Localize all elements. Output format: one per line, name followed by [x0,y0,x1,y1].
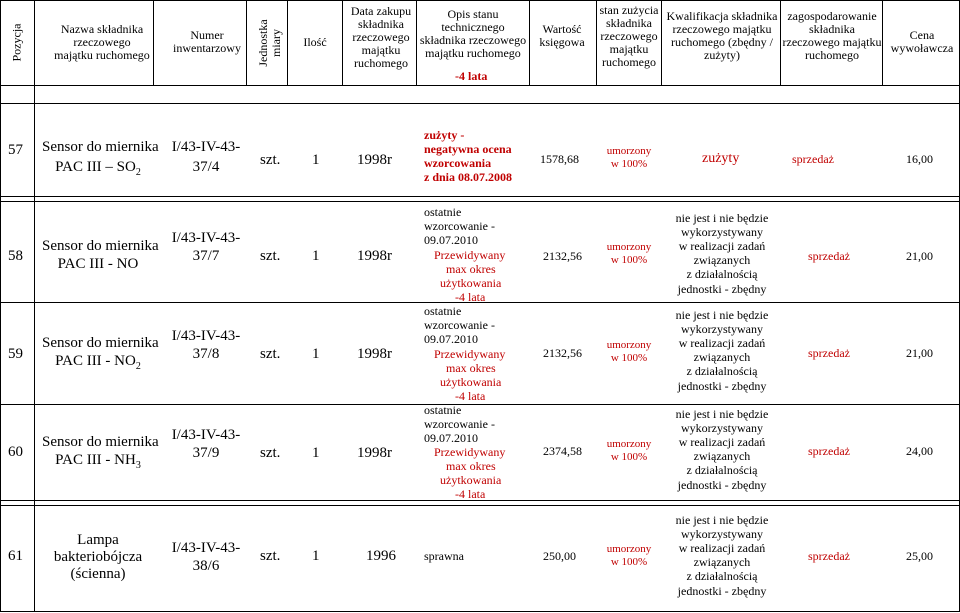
header-opis-note: -4 lata [455,69,488,83]
row-name-line2: bakteriobójcza [53,549,143,565]
row-qual-line: w realizacji zadań [678,239,766,253]
row-qual-line: związanych [693,253,751,267]
row-unit: szt. [260,346,281,362]
row-qty: 1 [312,548,320,564]
row-desc-line: 09.07.2010 [424,431,478,445]
row-year: 1998r [357,152,392,168]
header-jednostka: Jednostka miary [256,19,283,67]
col-border [0,0,1,612]
row-name-line1: Sensor do miernika [42,335,159,351]
header-stan-zuzycia: stan zużycia składnika rzeczowego majątku ruchomego [599,2,659,69]
header-ilosc: Ilość [303,34,327,49]
row-qual-line: w realizacji zadań [678,435,766,449]
col-border [882,0,883,86]
row-desc-line: wzorcowanie - [424,219,495,233]
row-desc-line: wzorcowanie - [424,318,495,332]
row-qual-line: wykorzystywany [681,322,763,336]
col-border [596,0,597,86]
row-value: 250,00 [543,549,576,563]
row-inventory-line2: 37/4 [192,159,220,175]
row-inventory-line2: 37/7 [192,248,220,264]
row-qualification: zużyty [702,151,740,166]
row-inventory-line2: 37/8 [192,346,220,362]
row-name-line2: PAC III - $NH_3$ [55,452,141,471]
row-price: 25,00 [906,549,933,563]
row-price: 21,00 [906,346,933,360]
row-desc-line: 09.07.2010 [424,233,478,247]
row-inventory-line1: I/43-IV-43- [171,427,241,443]
row-qual-line: jednostki - zbędny [677,584,767,598]
row-unit: szt. [260,445,281,461]
row-qual-line: z działalnością [686,364,758,378]
row-value: 1578,68 [540,152,579,166]
row-qual-line: nie jest i nie będzie [675,513,769,527]
row-qual-line: wykorzystywany [681,421,763,435]
row-desc-line: -4 lata [455,487,486,501]
row-wear-line1: umorzony [606,543,652,555]
row-price: 21,00 [906,249,933,263]
row-desc-line: negatywna ocena [424,142,512,156]
col-border [34,0,35,86]
row-desc: sprawna [424,549,464,563]
row-separator [0,196,960,197]
row-disposal: sprzedaż [808,549,850,563]
col-border [342,0,343,86]
row-inventory-line1: I/43-IV-43- [171,139,241,155]
row-qual-line: z działalnością [686,267,758,281]
row-year: 1998r [357,346,392,362]
row-qual-line: jednostki - zbędny [677,478,767,492]
row-qty: 1 [312,445,320,461]
col-border [34,85,35,103]
row-pos: 61 [8,548,23,564]
col-border [529,0,530,86]
row-wear-line2: w 100% [610,158,648,170]
row-price: 24,00 [906,444,933,458]
row-desc-line: wzorcowania [424,156,492,170]
row-wear-line2: w 100% [610,451,648,463]
row-year: 1998r [357,445,392,461]
row-qual-line: jednostki - zbędny [677,379,767,393]
header-cena: Cena wywoławcza [890,28,954,55]
header-data-zakupu: Data zakupu składnika rzeczowego majątku ruchomego [350,3,412,70]
row-qual-line: nie jest i nie będzie [675,407,769,421]
row-qty: 1 [312,346,320,362]
row-name-line2: PAC III - $NO_2$ [55,353,141,372]
row-inventory-line1: I/43-IV-43- [171,540,241,556]
row-name-line1: Sensor do miernika [42,139,159,155]
row-unit: szt. [260,548,281,564]
row-unit: szt. [260,152,281,168]
row-inventory-line2: 37/9 [192,445,220,461]
row-name-line2: PAC III - NO [57,256,139,272]
row-year: 1998r [357,248,392,264]
row-qual-line: jednostki - zbędny [677,282,767,296]
row-desc-line: ostatnie [424,403,462,417]
row-disposal: sprzedaż [808,444,850,458]
row-pos: 57 [8,142,23,158]
col-border [416,0,417,86]
col-border [34,103,35,612]
col-border [153,0,154,86]
row-qual-line: w realizacji zadań [678,541,766,555]
header-wartosc: Wartość księgowa [539,22,585,49]
row-desc-line: Przewidywany [434,248,506,262]
row-desc-line: -4 lata [455,290,486,304]
row-unit: szt. [260,248,281,264]
row-disposal: sprzedaż [808,249,850,263]
row-desc-line: użytkowania [440,473,502,487]
row-desc-line: max okres [446,361,496,375]
header-opis: Opis stanu technicznego składnika rzeczowego majątku ruchomego [419,7,527,60]
row-inventory-line2: 38/6 [192,558,220,574]
row-value: 2132,56 [543,249,582,263]
row-pos: 60 [8,444,23,460]
row-qual-line: związanych [693,555,751,569]
header-kwalifikacja: Kwalifikacja składnika rzeczowego majątku ruchomego (zbędny / zużyty) [666,9,778,62]
row-desc-line: zużyty - [424,128,465,142]
header-pozycja: Pozycja [9,23,24,62]
row-disposal: sprzedaż [792,152,834,166]
row-separator [0,505,960,506]
row-qual-line: związanych [693,350,751,364]
table-border-top [0,0,960,1]
row-qual-line: nie jest i nie będzie [675,211,769,225]
row-desc-line: Przewidywany [434,445,506,459]
row-inventory-line1: I/43-IV-43- [171,230,241,246]
row-desc-line: 09.07.2010 [424,332,478,346]
col-border [661,0,662,86]
row-desc-line: ostatnie [424,304,462,318]
row-pos: 58 [8,248,23,264]
row-wear-line2: w 100% [610,254,648,266]
col-border [287,0,288,86]
row-name-line2: PAC III – $SO_2$ [55,159,141,178]
row-qual-line: w realizacji zadań [678,336,766,350]
row-qual-line: z działalnością [686,463,758,477]
row-qual-line: nie jest i nie będzie [675,308,769,322]
header-nazwa: Nazwa składnika rzeczowego majątku ruchomego [54,21,150,62]
row-separator [0,103,960,104]
row-qual-line: wykorzystywany [681,527,763,541]
header-numer: Numer inwentarzowy [173,28,241,55]
row-qty: 1 [312,248,320,264]
row-wear-line2: w 100% [610,556,648,568]
row-desc-line: max okres [446,459,496,473]
row-price: 16,00 [906,152,933,166]
row-wear-line1: umorzony [606,339,652,351]
header-zagospodarowanie: zagospodarowanie składnika rzeczowego majątku ruchomego [782,9,882,62]
row-wear-line1: umorzony [606,241,652,253]
row-separator [0,201,960,202]
row-name-line1: Sensor do miernika [42,238,159,254]
row-desc-line: użytkowania [440,276,502,290]
table-border-bottom [0,611,960,612]
col-border [780,0,781,86]
row-desc-line: wzorcowanie - [424,417,495,431]
row-separator [0,404,960,405]
row-qual-line: związanych [693,449,751,463]
row-disposal: sprzedaż [808,346,850,360]
row-name-line3: (ścienna) [70,566,126,582]
row-wear-line1: umorzony [606,145,652,157]
row-desc-line: z dnia 08.07.2008 [424,170,513,184]
row-pos: 59 [8,346,23,362]
row-inventory-line1: I/43-IV-43- [171,328,241,344]
row-year: 1996 [366,548,396,564]
row-desc-line: Przewidywany [434,347,506,361]
row-value: 2132,56 [543,346,582,360]
row-name-line1: Sensor do miernika [42,434,159,450]
row-qty: 1 [312,152,320,168]
row-desc-line: ostatnie [424,205,462,219]
row-value: 2374,58 [543,444,582,458]
row-wear-line2: w 100% [610,352,648,364]
row-qual-line: z działalnością [686,569,758,583]
row-desc-line: -4 lata [455,389,486,403]
header-separator [0,85,960,86]
row-qual-line: wykorzystywany [681,225,763,239]
row-name-line1: Lampa [77,532,119,548]
row-wear-line1: umorzony [606,438,652,450]
row-desc-line: max okres [446,262,496,276]
row-desc-line: użytkowania [440,375,502,389]
